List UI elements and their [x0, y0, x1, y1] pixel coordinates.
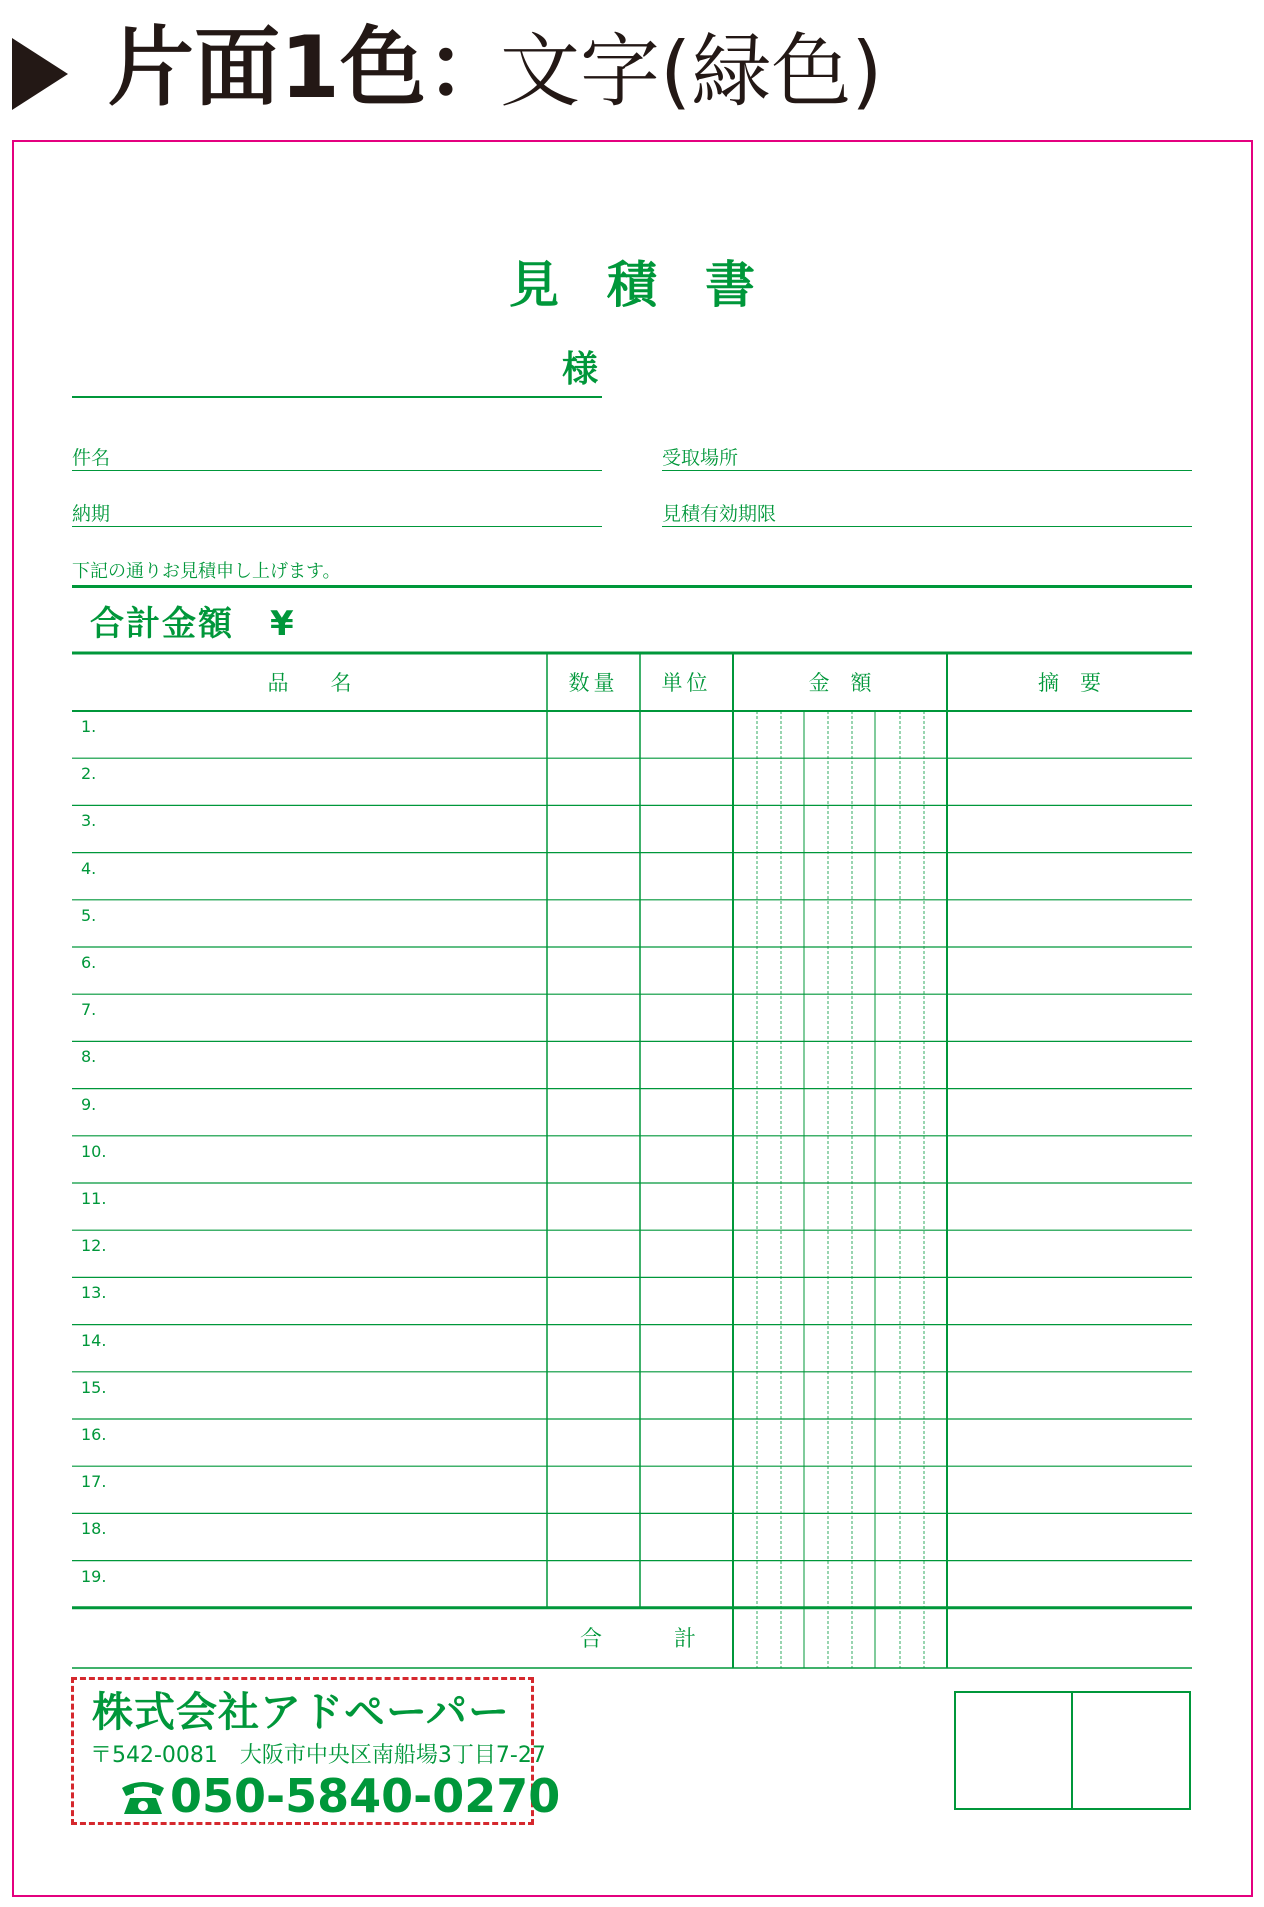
row-number: 2.: [81, 764, 97, 784]
phone-number: 050-5840-0270: [170, 1769, 561, 1823]
addressee-suffix: 様: [562, 349, 599, 390]
row-number: 1.: [81, 717, 97, 736]
row-number: 18.: [81, 1519, 107, 1539]
row-number: 11.: [81, 1189, 107, 1208]
total-row-label-left: 合: [580, 1627, 603, 1652]
total-row-label-right: 計: [674, 1627, 697, 1652]
banner-print-side: 片面1色：: [108, 18, 512, 118]
intro-note: 下記の通りお見積申し上げます。: [72, 561, 341, 582]
row-number: 10.: [81, 1141, 107, 1161]
header-unit: 単位: [661, 671, 712, 695]
company-name: 株式会社アドペーパー: [92, 1688, 510, 1736]
company-stamp: [71, 1677, 561, 1825]
delivery-date-label: 納期: [72, 503, 111, 525]
row-number: 7.: [81, 1000, 97, 1020]
delivery-place-label: 受取場所: [662, 447, 739, 469]
validity-label: 見積有効期限: [662, 503, 777, 525]
telephone-icon: [118, 1774, 168, 1818]
header-amount: 金 額: [808, 671, 872, 695]
row-number: 6.: [81, 953, 97, 972]
subject-label: 件名: [72, 447, 111, 469]
header-remarks: 摘 要: [1038, 671, 1101, 695]
company-phone: [122, 1768, 560, 1824]
row-number: 15.: [81, 1377, 107, 1397]
row-number: 9.: [81, 1094, 97, 1114]
row-number: 17.: [81, 1472, 107, 1492]
row-number: 14.: [81, 1330, 107, 1350]
total-amount-label: 合計金額 ¥: [90, 604, 296, 644]
row-number: 13.: [81, 1283, 107, 1303]
row-number: 19.: [81, 1566, 107, 1586]
stamp-box-right: [1072, 1692, 1190, 1809]
row-number: 3.: [81, 811, 97, 831]
form-title: 見積書: [509, 256, 803, 314]
stamp-box-left: [955, 1692, 1072, 1809]
row-number: 8.: [81, 1047, 97, 1067]
header-item: 品 名: [267, 671, 352, 695]
row-number: 5.: [81, 905, 97, 925]
header-quantity: 数量: [568, 671, 619, 695]
row-number: 12.: [81, 1236, 107, 1256]
row-number: 16.: [81, 1425, 107, 1444]
row-number: 4.: [81, 858, 97, 878]
company-address: 〒542-0081 大阪市中央区南船場3丁目7-27: [90, 1743, 546, 1768]
banner-print-color: 文字(緑色): [500, 25, 883, 118]
